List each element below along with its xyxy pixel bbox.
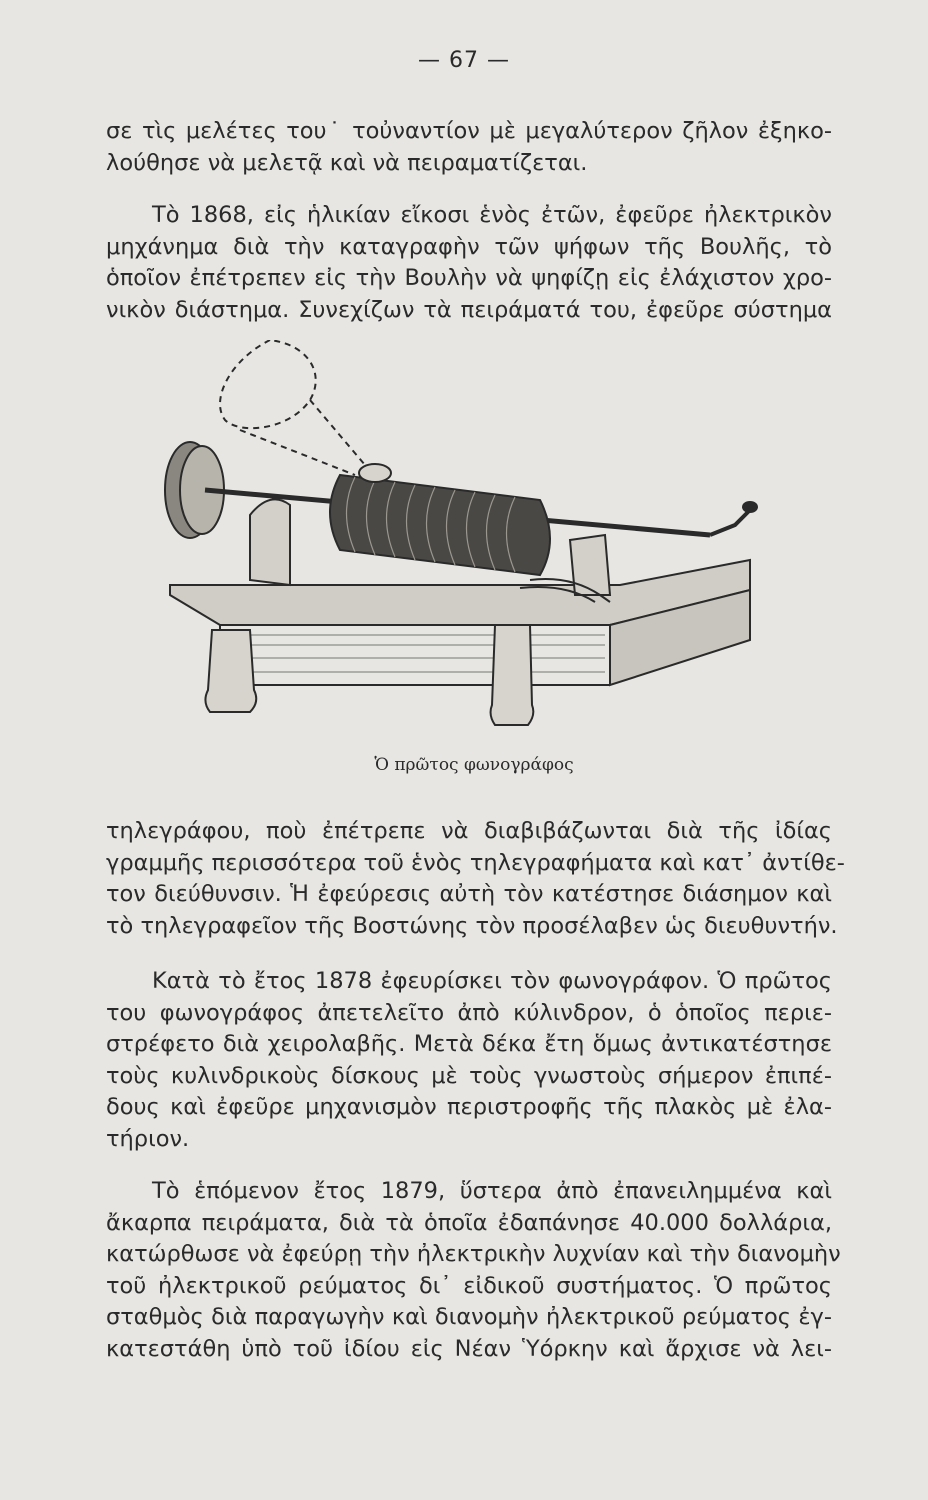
text-line: Τὸ ἑπόμενον ἔτος 1879, ὕστερα ἀπὸ ἐπανειλημμένα καὶ (152, 1178, 832, 1204)
text-line: μηχάνημα διὰ τὴν καταγραφὴν τῶν ψήφων τῆς Βουλῆς, τὸ (106, 233, 832, 260)
mouthpiece (359, 464, 391, 482)
phonograph-illustration (150, 340, 790, 750)
text-line: κατώρθωσε νὰ ἐφεύρῃ τὴν ἠλεκτρικὴν λυχνίαν καὶ τὴν διανομὴν (106, 1241, 841, 1267)
dashed-funnel-line (240, 430, 355, 475)
text-line: τήριον. (106, 1125, 190, 1152)
figure-caption: Ὁ πρῶτος φωνογράφος (374, 755, 574, 775)
crank-handle (710, 510, 750, 535)
paragraph-2 (106, 200, 832, 326)
text-line: νικὸν διάστημα. Συνεχίζων τὰ πειράματά του, ἐφεῦρε σύστημα (106, 296, 832, 323)
table-leg (491, 625, 534, 725)
paragraph-4 (106, 966, 832, 1155)
text-line: τον διεύθυνσιν. Ἡ ἐφεύρεσις αὐτὴ τὸν κατέστησε διάσημον καὶ (106, 881, 832, 907)
text-line: τοὺς κυλινδρικοὺς δίσκους μὲ τοὺς γνωστοὺς σήμερον ἐπιπέ- (106, 1062, 832, 1089)
left-stand (250, 499, 290, 585)
text-line: τηλεγράφου, ποὺ ἐπέτρεπε νὰ διαβιβάζωνται διὰ τῆς ἰδίας (106, 818, 832, 844)
text-line: λούθησε νὰ μελετᾷ καὶ νὰ πειραματίζεται. (106, 149, 588, 176)
paragraph-3 (106, 816, 845, 942)
text-line: δους καὶ ἐφεῦρε μηχανισμὸν περιστροφῆς τῆς πλακὸς μὲ ἐλα- (106, 1094, 832, 1120)
text-line: ὁποῖον ἐπέτρεπεν εἰς τὴν Βουλὴν νὰ ψηφίζῃ εἰς ἐλάχιστον χρο- (106, 265, 832, 291)
text-line: σταθμὸς διὰ παραγωγὴν καὶ διανομὴν ἠλεκτρικοῦ ρεύματος ἐγ- (106, 1304, 832, 1330)
text-line: σε τὶς μελέτες του˙ τοὐναντίον μὲ μεγαλύτερον ζῆλον ἐξηκο- (106, 118, 832, 144)
dashed-funnel-outline (220, 340, 316, 428)
text-line: κατεστάθη ὑπὸ τοῦ ἰδίου εἰς Νέαν Ὑόρκην καὶ ἄρχισε νὰ λει- (106, 1335, 832, 1362)
text-line: του φωνογράφος ἀπετελεῖτο ἀπὸ κύλινδρον, ὁ ὁποῖος περιε- (106, 999, 832, 1026)
text-line: Κατὰ τὸ ἔτος 1878 ἐφευρίσκει τὸν φωνογράφον. Ὁ πρῶτος (152, 968, 832, 994)
foil-cylinder (330, 475, 550, 575)
text-line: Τὸ 1868, εἰς ἡλικίαν εἴκοσι ἑνὸς ἐτῶν, ἐφεῦρε ἠλεκτρικὸν (152, 202, 832, 228)
paragraph-5 (106, 1176, 841, 1365)
text-line: ἄκαρπα πειράματα, διὰ τὰ ὁποῖα ἐδαπάνησε 40.000 δολλάρια, (106, 1209, 832, 1236)
paragraph-1 (106, 116, 832, 179)
text-line: τὸ τηλεγραφεῖον τῆς Βοστώνης τὸν προσέλαβεν ὡς διευθυντήν. (106, 912, 838, 939)
text-line: τοῦ ἠλεκτρικοῦ ρεύματος δι᾿ εἰδικοῦ συστήματος. Ὁ πρῶτος (106, 1272, 832, 1299)
text-line: γραμμῆς περισσότερα τοῦ ἑνὸς τηλεγραφήματα καὶ κατ᾿ ἀντίθε- (106, 849, 845, 876)
table-leg (205, 630, 256, 712)
page-number: — 67 — (418, 48, 510, 73)
dashed-funnel-line (310, 400, 365, 465)
text-line: στρέφετο διὰ χειρολαβῆς. Μετὰ δέκα ἔτη ὅμως ἀντικατέστησε (106, 1031, 832, 1057)
right-stand (570, 535, 610, 595)
